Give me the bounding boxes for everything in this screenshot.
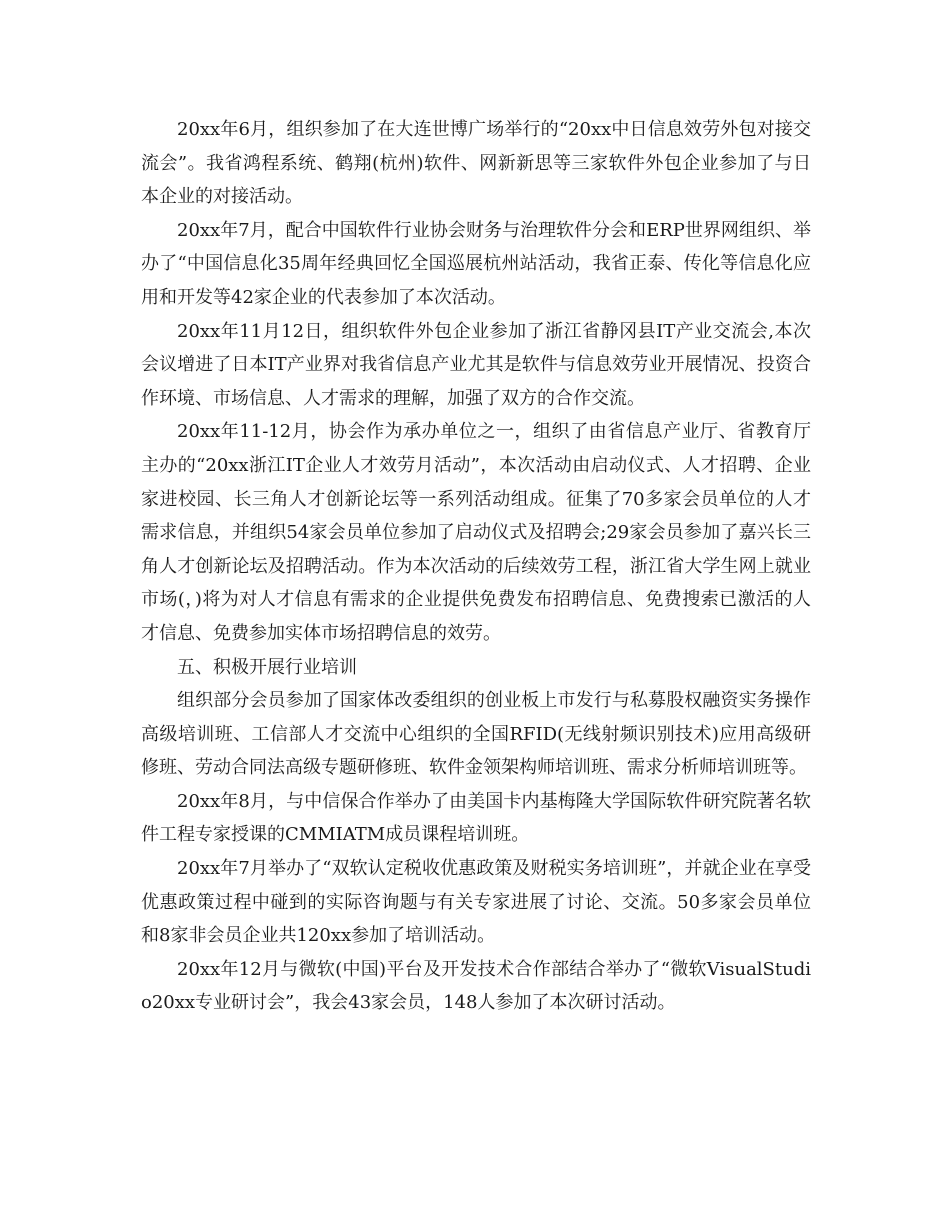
paragraph: 20xx年7月，配合中国软件行业协会财务与治理软件分会和ERP世界网组织、举办了“中国信息化35周年经典回忆全国巡展杭州站活动，我省正泰、传化等信息化应用和开发等42家企业的代表参加了本次活动。 <box>141 219 811 308</box>
paragraph: 20xx年7月举办了“双软认定税收优惠政策及财税实务培训班”，并就企业在享受优惠政策过程中碰到的实际咨询题与有关专家进展了讨论、交流。50多家会员单位和8家非会员企业共120xx参加了培训活动。 <box>141 858 811 947</box>
section-heading: 五、积极开展行业培训 <box>177 656 357 678</box>
paragraph: 20xx年11-12月，协会作为承办单位之一，组织了由省信息产业厅、省教育厅主办的“20xx浙江IT企业人才效劳月活动”，本次活动由启动仪式、人才招聘、企业家进校园、长三角人才创新论坛等一系列活动组成。征集了70多家会员单位的人才需求信息，并组织54家会员单位参加了启动仪式及招聘会;29家会员参加了嘉兴长三角人才创新论坛及招聘活动。作为本次活动的后续效劳工程，浙江省大学生网上就业市场(，)将为对人才信息有需求的企业提供免费发布招聘信息、免费搜索已激活的人才信息、免费参加实体市场招聘信息的效劳。 <box>141 421 811 644</box>
paragraph: 20xx年6月，组织参加了在大连世博广场举行的“20xx中日信息效劳外包对接交流会”。我省鸿程系统、鹤翔(杭州)软件、网新新思等三家软件外包企业参加了与日本企业的对接活动。 <box>141 119 811 208</box>
document-body <box>141 113 811 1020</box>
paragraph: 组织部分会员参加了国家体改委组织的创业板上市发行与私募股权融资实务操作高级培训班、工信部人才交流中心组织的全国RFID(无线射频识别技术)应用高级研修班、劳动合同法高级专题研修班、软件金领架构师培训班、需求分析师培训班等。 <box>141 690 811 779</box>
paragraph: 20xx年12月与微软(中国)平台及开发技术合作部结合举办了“微软VisualStudio20xx专业研讨会”，我会43家会员，148人参加了本次研讨活动。 <box>141 958 811 1014</box>
paragraph: 20xx年11月12日，组织软件外包企业参加了浙江省静冈县IT产业交流会,本次会议增进了日本IT产业界对我省信息产业尤其是软件与信息效劳业开展情况、投资合作环境、市场信息、人才需求的理解，加强了双方的合作交流。 <box>141 320 811 409</box>
paragraph: 20xx年8月，与中信保合作举办了由美国卡内基梅隆大学国际软件研究院著名软件工程专家授课的CMMIATM成员课程培训班。 <box>141 790 811 846</box>
